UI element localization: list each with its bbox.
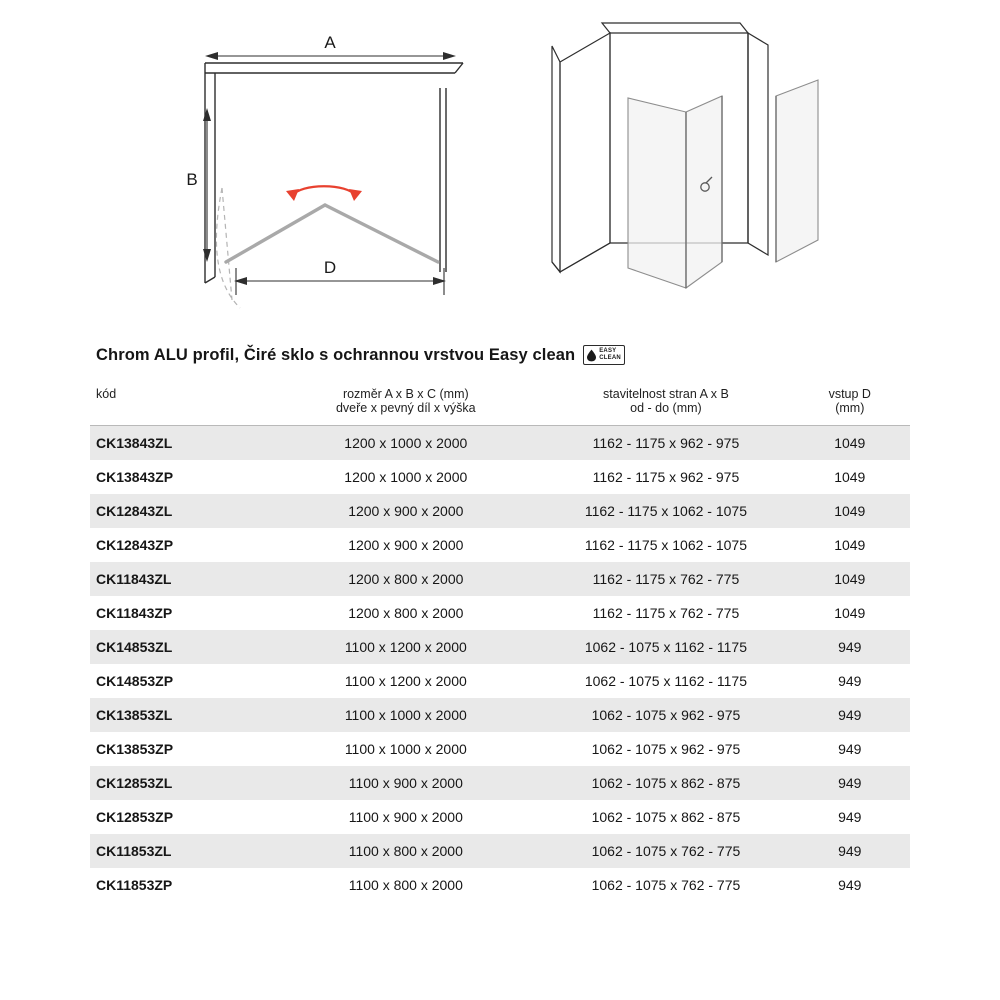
plan-view-diagram (0, 0, 500, 330)
cell-entry: 949 (838, 639, 862, 655)
table-row (90, 800, 910, 834)
cell-dimensions: 1100 x 900 x 2000 (348, 775, 463, 791)
cell-dimensions: 1200 x 800 x 2000 (348, 571, 464, 587)
cell-entry: 949 (838, 843, 862, 859)
cell-entry: 1049 (834, 503, 866, 519)
cell-adjustability: 1062 - 1075 x 862 - 875 (591, 809, 741, 825)
table-row (90, 834, 910, 868)
cell-code: CK13853ZP (96, 741, 174, 757)
table-row (90, 766, 910, 800)
cell-code: CK11843ZL (96, 571, 172, 587)
cell-entry: 949 (838, 809, 862, 825)
cell-adjustability: 1162 - 1175 x 762 - 775 (592, 571, 740, 587)
cell-adjustability: 1062 - 1075 x 762 - 775 (591, 877, 741, 893)
cell-dimensions: 1100 x 900 x 2000 (348, 809, 463, 825)
cell-entry: 1049 (834, 469, 866, 485)
table-header (90, 380, 910, 426)
table-row (90, 664, 910, 698)
cell-code: CK13843ZL (96, 435, 173, 451)
section-heading (96, 345, 625, 365)
cell-adjustability: 1162 - 1175 x 1062 - 1075 (584, 503, 748, 519)
cell-code: CK11853ZP (96, 877, 173, 893)
table-row (90, 596, 910, 630)
easy-clean-line2: CLEAN (599, 355, 621, 361)
cell-code: CK14853ZP (96, 673, 174, 689)
table-row (90, 630, 910, 664)
table-row (90, 426, 910, 461)
table-body (90, 426, 910, 903)
cell-dimensions: 1100 x 800 x 2000 (348, 843, 463, 859)
table-row (90, 732, 910, 766)
cell-code: CK12853ZP (96, 809, 174, 825)
cell-code: CK13853ZL (96, 707, 173, 723)
dimension-label-a: A (324, 33, 336, 52)
easy-clean-line1: EASY (599, 348, 617, 354)
cell-entry: 949 (838, 707, 862, 723)
cell-dimensions: 1200 x 1000 x 2000 (344, 435, 468, 451)
cell-entry: 949 (838, 775, 862, 791)
cell-code: CK12853ZL (96, 775, 173, 791)
cell-entry: 949 (838, 741, 862, 757)
cell-adjustability: 1062 - 1075 x 1162 - 1175 (584, 639, 748, 655)
table-row (90, 528, 910, 562)
cell-dimensions: 1200 x 1000 x 2000 (344, 469, 468, 485)
header-dimensions (269, 380, 542, 426)
cell-adjustability: 1162 - 1175 x 762 - 775 (592, 605, 740, 621)
heading-text: Chrom ALU profil, Čiré sklo s ochrannou vrstvou Easy clean (96, 345, 576, 364)
cell-entry: 1049 (834, 571, 866, 587)
header-dimensions-line2: dveře x pevný díl x výška (335, 401, 476, 415)
cell-adjustability: 1162 - 1175 x 962 - 975 (592, 435, 740, 451)
cell-dimensions: 1100 x 1200 x 2000 (344, 673, 467, 689)
header-adjustability-line2: od - do (mm) (630, 401, 702, 415)
cell-adjustability: 1062 - 1075 x 862 - 875 (591, 775, 741, 791)
header-entry-line2: (mm) (835, 401, 865, 415)
cell-code: CK13843ZP (96, 469, 174, 485)
cell-code: CK11853ZL (96, 843, 172, 859)
cell-adjustability: 1162 - 1175 x 1062 - 1075 (584, 537, 748, 553)
cell-code: CK11843ZP (96, 605, 173, 621)
table-row (90, 868, 910, 902)
cell-entry: 949 (838, 877, 862, 893)
cell-dimensions: 1100 x 1000 x 2000 (344, 741, 467, 757)
table-row (90, 562, 910, 596)
cell-adjustability: 1062 - 1075 x 1162 - 1175 (584, 673, 748, 689)
header-entry (790, 380, 910, 426)
cell-dimensions: 1100 x 1200 x 2000 (344, 639, 467, 655)
cell-dimensions: 1100 x 1000 x 2000 (344, 707, 467, 723)
cell-code: CK14853ZL (96, 639, 173, 655)
cell-dimensions: 1200 x 800 x 2000 (348, 605, 464, 621)
cell-adjustability: 1062 - 1075 x 962 - 975 (591, 707, 741, 723)
easy-clean-label (599, 348, 621, 362)
water-drop-icon (586, 349, 597, 362)
cell-entry: 949 (838, 673, 862, 689)
cell-entry: 1049 (834, 435, 866, 451)
dimension-label-d: D (323, 258, 337, 277)
header-dimensions-line1: rozměr A x B x C (mm) (342, 387, 469, 401)
cell-dimensions: 1200 x 900 x 2000 (348, 503, 464, 519)
header-entry-line1: vstup D (828, 387, 871, 401)
table-header-row (90, 380, 910, 426)
table-row (90, 460, 910, 494)
cell-entry: 1049 (834, 605, 866, 621)
easy-clean-badge (583, 345, 625, 365)
cell-dimensions: 1100 x 800 x 2000 (348, 877, 463, 893)
cell-code: CK12843ZL (96, 503, 173, 519)
header-adjustability-line1: stavitelnost stran A x B (603, 387, 729, 401)
cell-adjustability: 1162 - 1175 x 962 - 975 (592, 469, 740, 485)
perspective-view-diagram (500, 0, 920, 330)
cell-adjustability: 1062 - 1075 x 762 - 775 (591, 843, 741, 859)
cell-adjustability: 1062 - 1075 x 962 - 975 (591, 741, 741, 757)
specification-table (90, 380, 910, 902)
cell-dimensions: 1200 x 900 x 2000 (348, 537, 464, 553)
header-adjustability (542, 380, 789, 426)
cell-code: CK12843ZP (96, 537, 174, 553)
table-row (90, 698, 910, 732)
header-code: kód (90, 380, 269, 426)
diagram-area (0, 0, 1000, 330)
table-row (90, 494, 910, 528)
dimension-label-b: B (186, 170, 198, 189)
cell-entry: 1049 (834, 537, 866, 553)
